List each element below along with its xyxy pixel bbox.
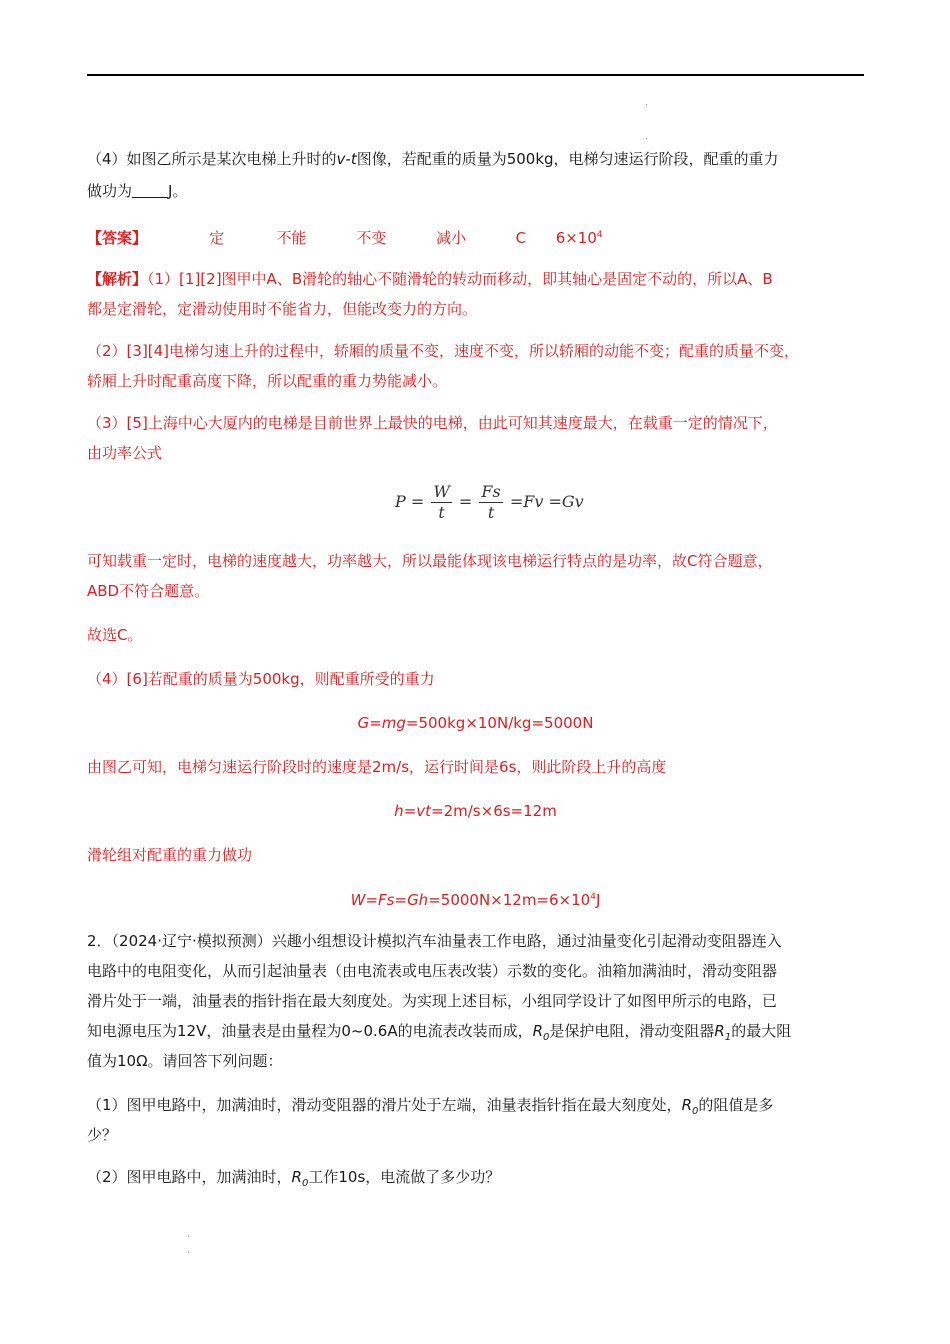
- answer-item-1: 定: [209, 229, 225, 247]
- q4-line2-a: 做功为: [87, 182, 133, 200]
- question-2-line3: 滑片处于一端，油量表的指针指在最大刻度处。为实现上述目标，小组同学设计了如图甲所示的电路，已: [87, 992, 778, 1010]
- answer-item-6-base: 6×10: [555, 229, 597, 247]
- equation-gravity: [87, 708, 864, 738]
- q2-l4-b: 是保护电阻，滑动变阻器: [549, 1022, 715, 1040]
- eq1-value: =500kg×10N/kg=5000N: [405, 714, 594, 732]
- eq3-Gh: Gh: [407, 891, 429, 909]
- eq3-exp: 4: [590, 892, 596, 902]
- q2-s2-R0-sub: 0: [301, 1178, 309, 1189]
- q2-R1: R: [714, 1022, 725, 1040]
- q4-line2-b: J。: [168, 182, 188, 200]
- question-2-line5: 值为10Ω。请回答下列问题：: [87, 1052, 283, 1070]
- analysis-label: 【解析】: [87, 270, 148, 288]
- speck: [188, 1252, 189, 1253]
- formula-W: W: [433, 482, 450, 501]
- formula-t-1: t: [438, 503, 445, 522]
- eq3-W: W: [350, 891, 366, 909]
- formula-Fs: Fs: [481, 482, 501, 501]
- equation-height: [87, 796, 864, 826]
- answer-blank: [132, 181, 168, 198]
- eq1-mg: mg: [381, 714, 406, 732]
- question-4-line1: [87, 144, 864, 174]
- analysis-p1-line1: [87, 264, 864, 294]
- question-2-sub1-line2: 少？: [87, 1126, 118, 1144]
- q2-R0: R: [532, 1022, 544, 1040]
- eq2-h: h: [394, 802, 404, 820]
- analysis-p1-l1: （1）[1][2]图甲中A、B滑轮的轴心不随滑轮的转动而移动，即其轴心是固定不动的，所以A、B: [147, 270, 773, 288]
- q2-s2-a: （2）图甲电路中，加满油时，: [87, 1168, 292, 1186]
- eq2-eq: =: [403, 802, 417, 820]
- question-2-sub2-line1: [87, 1162, 864, 1199]
- formula-eq-1: =: [410, 492, 425, 511]
- analysis-p4-line3: 滑轮组对配重的重力做功: [87, 846, 253, 864]
- power-formula: [395, 482, 584, 523]
- speck: [188, 1236, 189, 1237]
- q2-R0-sub: 0: [543, 1032, 550, 1043]
- q2-s1-a: （1）图甲电路中，加满油时，滑动变阻器的滑片处于左端，油量表指针指在最大刻度处，: [87, 1096, 682, 1114]
- equation-work: [87, 882, 864, 915]
- q2-R1-sub: 1: [724, 1032, 732, 1043]
- q2-s2-b: 工作10s，电流做了多少功？: [308, 1168, 501, 1186]
- eq3-unit: J: [595, 891, 601, 909]
- q4-suffix: 图像，若配重的质量为500kg，电梯匀速运行阶段，配重的重力: [356, 150, 779, 168]
- formula-P: P: [395, 492, 406, 511]
- answer-item-2: 不能: [276, 229, 307, 247]
- q2-s2-R0: R: [291, 1168, 302, 1186]
- q2-s1-R0: R: [681, 1096, 692, 1114]
- analysis-p4-line1: （4）[6]若配重的质量为500kg，则配重所受的重力: [87, 670, 435, 688]
- answer-item-3: 不变: [356, 229, 387, 247]
- question-2-line2: 电路中的电阻变化，从而引起油量表（由电流表或电压表改装）示数的变化。油箱加满油时，滑动变阻器: [87, 962, 778, 980]
- answer-item-4: 减小: [436, 229, 467, 247]
- q2-s1-R0-sub: 0: [692, 1106, 699, 1117]
- analysis-p3-line3: 可知载重一定时，电梯的速度越大，功率越大，所以最能体现该电梯运行特点的是功率，故C符合题意，: [87, 552, 773, 570]
- eq1-G: G: [357, 714, 370, 732]
- q2-s1-b: 的阻值是多: [698, 1096, 774, 1114]
- formula-frac-fs-t: [479, 482, 502, 523]
- question-2-line1: 2．（2024·辽宁·模拟预测）兴趣小组想设计模拟汽车油量表工作电路，通过油量变化引起滑动变阻器连入: [87, 932, 782, 950]
- header-rule: [87, 74, 864, 76]
- formula-rest: =Fv =Gv: [509, 492, 584, 511]
- analysis-p2-line1: （2）[3][4]电梯匀速上升的过程中，轿厢的质量不变，速度不变，所以轿厢的动能不变；配重的质量不变，: [87, 342, 800, 360]
- eq3-eq1: =: [365, 891, 379, 909]
- answer-item-5: C: [515, 229, 527, 247]
- q4-vt: v-t: [336, 150, 357, 168]
- answer-item-6: [556, 220, 603, 253]
- formula-t-2: t: [487, 503, 495, 522]
- analysis-p3-line1: （3）[5]上海中心大厦内的电梯是目前世界上最快的电梯，由此可知其速度最大，在载重一定的情况下，: [87, 414, 778, 432]
- analysis-p4-line2: 由图乙可知，电梯匀速运行阶段时的速度是2m/s，运行时间是6s，则此阶段上升的高度: [87, 758, 667, 776]
- formula-frac-w-t: [431, 482, 451, 523]
- eq2-vt: vt: [416, 802, 432, 820]
- eq2-value: =2m/s×6s=12m: [431, 802, 557, 820]
- answer-label: 【答案】: [87, 229, 148, 247]
- analysis-p1-line2: 都是定滑轮，定滑动使用时不能省力，但能改变力的方向。: [87, 300, 478, 318]
- q4-prefix: （4）如图乙所示是某次电梯上升时的: [87, 150, 337, 168]
- analysis-p3-line5: 故选C。: [87, 626, 143, 644]
- q2-l4-c: 的最大阻: [731, 1022, 792, 1040]
- eq3-value: =5000N×12m=6×10: [428, 891, 591, 909]
- speck: [646, 104, 647, 105]
- analysis-p3-line4: ABD不符合题意。: [87, 582, 210, 600]
- question-4-line2: [87, 176, 864, 206]
- eq3-eq2: =: [394, 891, 408, 909]
- answer-item-6-exp: 4: [596, 230, 603, 240]
- eq1-eq: =: [369, 714, 382, 732]
- eq3-Fs: Fs: [378, 891, 395, 909]
- analysis-p3-line2: 由功率公式: [87, 444, 163, 462]
- formula-eq-2: =: [458, 492, 473, 511]
- analysis-p2-line2: 轿厢上升时配重高度下降，所以配重的重力势能减小。: [87, 372, 448, 390]
- speck: [646, 138, 647, 139]
- q2-l4-a: 知电源电压为12V，油量表是由量程为0~0.6A的电流表改装而成，: [87, 1022, 533, 1040]
- answer-line: [87, 220, 864, 253]
